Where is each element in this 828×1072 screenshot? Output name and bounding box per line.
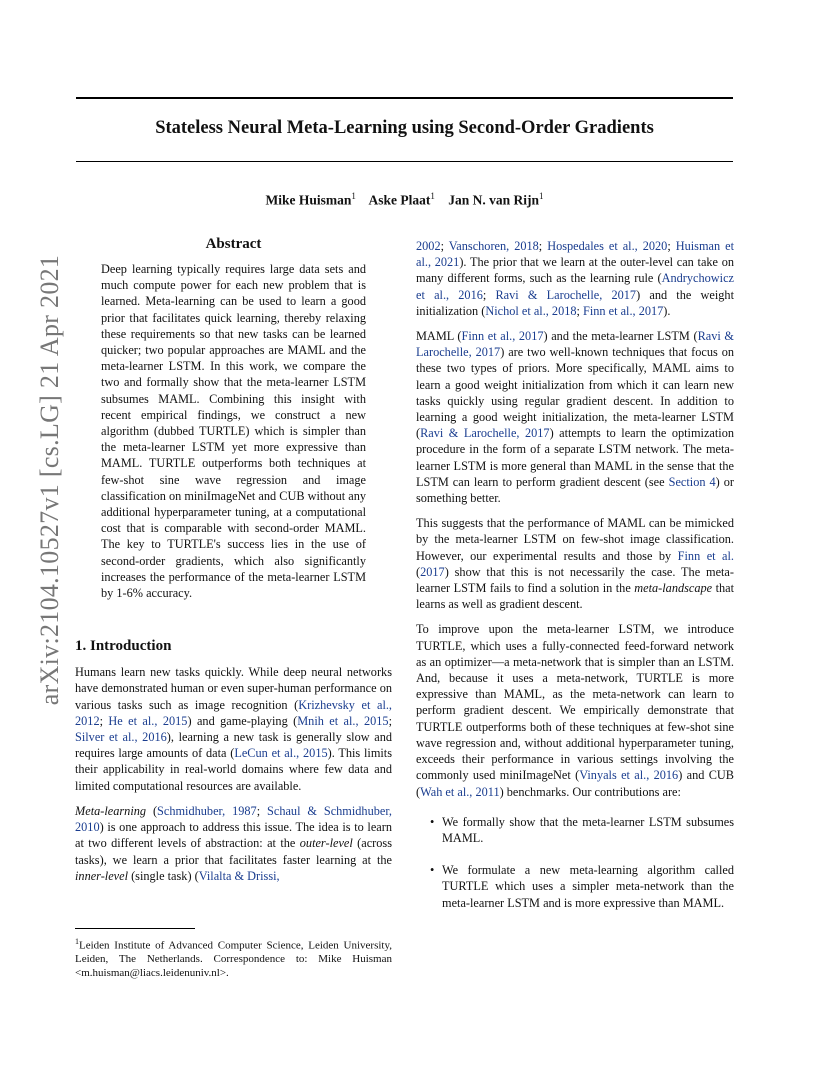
list-item [416,814,734,846]
intro-paragraph-3 [416,328,734,506]
text-run: ) is one approach to address this issue. The idea is to learn at two different levels of abstraction: at the [75,820,392,851]
footnote-mark: 1 [75,937,79,946]
intro-paragraph-5 [416,621,734,799]
citation-link[interactable]: Ravi & Larochelle, 2017 [495,287,637,302]
text-run: ; [99,713,109,728]
emphasis: inner-level [75,868,129,883]
footnote-text: Leiden Institute of Advanced Computer Science, Leiden University, Leiden, The Netherlands. Correspondence to: Mike Huisman <m.huisman@liacs.leidenuniv.nl>. [75,939,392,979]
citation-link[interactable]: Krizhevsky et al., 2012 [75,697,393,728]
citation-link[interactable]: Schaul & Schmidhuber, 2010 [75,803,393,835]
footnote [75,928,392,980]
citation-link[interactable]: Ravi & Larochelle, 2017 [420,426,550,441]
left-column [75,236,392,893]
citation-link[interactable]: Ravi & Larochelle, 2017 [416,329,734,360]
text-run: ; [388,713,392,728]
text-run: ; [256,803,268,818]
citation-link[interactable]: Nichol et al., 2018 [485,303,577,318]
text-run: ). This limits their applicability in real-world domains where few data and limited computational resources are available. [75,746,392,793]
text-run: ) are two well-known techniques that focus on these two types of priors. More specifically, MAML aims to learn a good weight initialization from which it can learn new tasks quickly using regular gradient descent. In addition to learning a good weight initialization, the meta-learner LSTM ( [416,345,734,441]
text-run: ) and game-playing ( [187,713,298,728]
citation-link[interactable]: Silver et al., 2016 [75,730,167,745]
text-run: ) and CUB ( [416,768,734,799]
citation-link[interactable]: Finn et al., 2017 [461,329,544,344]
paper-title: Stateless Neural Meta-Learning using Second-Order Gradients [155,118,654,138]
text-run: (single task) ( [128,868,199,883]
emphasis: meta-landscape [634,581,713,596]
title-bottom-rule [76,161,733,162]
author-list [76,191,733,209]
intro-paragraph-2 [75,803,392,884]
footnote-rule [75,928,195,929]
citation-link[interactable]: Finn et al., 2017 [583,303,664,318]
text-run: To improve upon the meta-learner LSTM, we introduce TURTLE, which uses a fully-connected feed-forward network as an optimizer—a meta-network that is simpler than an LSTM. And, because it uses a meta-network, TURTLE is more expressive than MAML, as the meta-network can learn to perform gradient descent. We empirically demonstrate that TURTLE outperforms both of these techniques at few-shot sine wave regression and, without additional hyperparameter tuning, exceeds their performance in various settings involving the commonly used miniImageNet ( [416,622,734,783]
right-column [416,238,734,927]
abstract-text: Deep learning typically requires large data sets and much compute power for each new problem that is learned. Meta-learning can be used to learn a good prior that facilitates quick learning, thereby relaxing these requirements so that new tasks can be learned quicker; two popular approaches are MAML and the meta-learner LSTM. In this work, we compare the two and formally show that the meta-learner LSTM subsumes MAML. Combining this insight with recent empirical findings, we construct a new algorithm (dubbed TURTLE) which is simpler than the meta-learner LSTM yet more expressive than MAML. TURTLE outperforms both techniques at few-shot sine wave regression and image classification on miniImageNet and CUB without any additional hyperparameter tuning, at a computational cost that is comparable with second-order MAML. The key to TURTLE's success lies in the use of second-order gradients, which also significantly increases the performance of the meta-learner LSTM by 1-6% accuracy. [101,262,367,601]
arxiv-stamp: arXiv:2104.10527v1 [cs.LG] 21 Apr 2021 [35,254,64,706]
contributions-list [416,814,734,911]
title-top-rule [76,97,733,99]
author-name: Jan N. van Rijn [448,192,540,208]
author-affiliation-mark: 1 [351,191,356,201]
text-run: ; [667,239,676,253]
text-run: ) or something better. [416,474,734,506]
emphasis: outer-level [299,836,353,851]
emphasis: Meta-learning [75,803,147,818]
text-run: ; [576,303,584,318]
author-name: Mike Huisman [265,192,352,208]
text-run: ) attempts to learn the optimization procedure in the form of a separate LSTM network. The meta-learner LSTM is more general than MAML in the sense that the LSTM can learn to perform gradient descent (see [416,426,735,489]
citation-link[interactable]: Vanschoren, 2018 [448,239,539,253]
citation-link[interactable]: Wah et al., 2011 [420,784,500,799]
text-run: ) and the weight initialization ( [416,287,734,318]
author-name: Aske Plaat [368,192,431,208]
citation-link[interactable]: Finn et al. [677,548,734,563]
intro-paragraph-4 [416,515,734,612]
text-run: ) and the meta-learner LSTM ( [543,329,698,344]
intro-paragraph-2-continued [416,238,734,319]
text-run: ) benchmarks. Our contributions are: [499,784,681,799]
list-item [416,862,734,911]
text-run: ( [416,564,421,579]
citation-link[interactable]: Andrychowicz et al., 2016 [416,271,734,302]
list-item-text: We formally show that the meta-learner LSTM subsumes MAML. [442,814,734,845]
citation-link[interactable]: Huisman et al., 2021 [416,239,734,270]
bullet-icon: • [430,814,435,829]
citation-link[interactable]: Vinyals et al., 2016 [579,768,679,783]
citation-link[interactable]: LeCun et al., 2015 [234,746,328,761]
author-affiliation-mark: 1 [539,191,544,201]
bullet-icon: • [430,863,435,878]
text-run: Humans learn new tasks quickly. While deep neural networks have demonstrated human or even super-human performance on various tasks such as image recognition ( [75,665,392,712]
text-run: ). [663,303,671,318]
intro-paragraph-1 [75,664,392,794]
section-reference-link[interactable]: Section 4 [668,474,716,489]
text-run: ; [482,287,496,302]
abstract-heading: Abstract [205,236,262,252]
text-run: ), learning a new task is generally slow and requires large amounts of data ( [75,730,392,761]
text-run: (across tasks), we learn a prior that facilitates faster learning at the [75,836,392,867]
list-item-text: We formulate a new meta-learning algorithm called TURTLE which uses a simpler meta-network than the meta-learner LSTM and is more expressive than MAML. [442,863,734,910]
text-run: MAML ( [416,329,462,344]
text-run: This suggests that the performance of MAML can be mimicked by the meta-learner LSTM on few-shot image classification. However, our experimental results and those by [416,516,734,563]
text-run: that learns as well as gradient descent. [416,581,735,612]
text-run: ( [146,803,158,818]
section-heading-introduction: 1. Introduction [75,638,172,655]
text-run: ; [440,239,449,253]
author-affiliation-mark: 1 [430,191,435,201]
citation-link[interactable]: Vilalta & Drissi, [198,868,280,883]
citation-link[interactable]: Schmidhuber, 1987 [157,803,257,818]
citation-link[interactable]: 2017 [420,564,445,579]
citation-link[interactable]: Mnih et al., 2015 [297,713,389,728]
text-run: ) show that this is not necessarily the case. The meta-learner LSTM fails to find a solution in the [416,564,734,596]
text-run: ; [538,239,548,253]
text-run: ). The prior that we learn at the outer-level can take on many different forms, such as the learning rule ( [416,255,734,286]
citation-link[interactable]: He et al., 2015 [108,713,188,728]
citation-link[interactable]: 2002 [416,239,441,253]
citation-link[interactable]: Hospedales et al., 2020 [547,239,668,253]
